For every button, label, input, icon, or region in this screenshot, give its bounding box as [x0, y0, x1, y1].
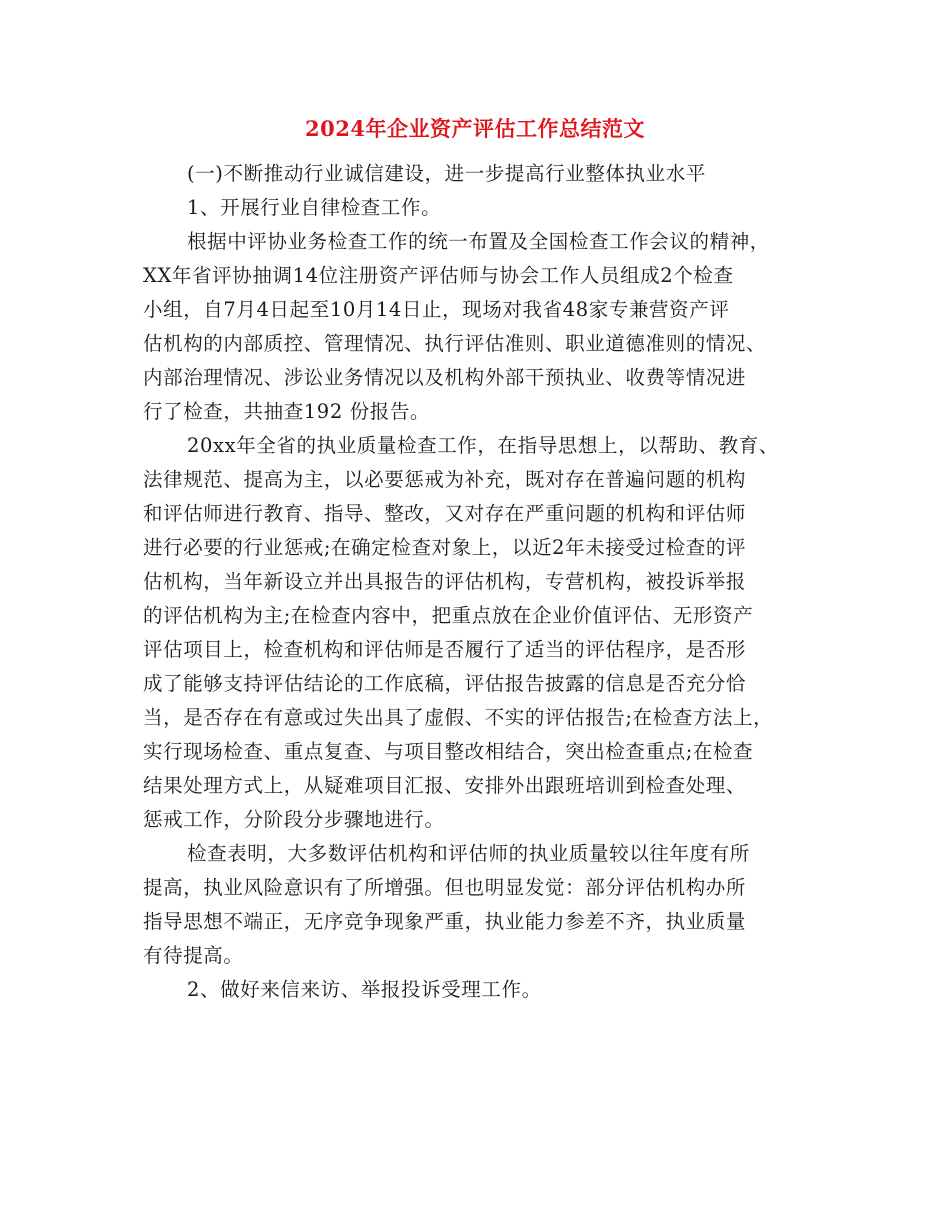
text-line: 提高，执业风险意识有了所增强。但也明显发觉：部分评估机构办所: [143, 876, 747, 899]
text-line: 行了检查，共抽查192 份报告。: [143, 400, 431, 423]
text-line: 的评估机构为主;在检查内容中，把重点放在企业价值评估、无形资产: [143, 604, 754, 627]
text-line: 根据中评协业务检查工作的统一布置及全国检查工作会议的精神，: [187, 230, 770, 253]
text-line: 评估项目上，检查机构和评估师是否履行了适当的评估程序，是否形: [143, 638, 747, 661]
text-line: 惩戒工作，分阶段分步骤地进行。: [143, 808, 445, 831]
text-line: 估机构，当年新设立并出具报告的评估机构，专营机构，被投诉举报: [143, 570, 747, 593]
text-line: 结果处理方式上，从疑难项目汇报、安排外出跟班培训到检查处理、: [143, 774, 747, 797]
text-line: 法律规范、提高为主，以必要惩戒为补充，既对存在普遍问题的机构: [143, 468, 747, 491]
text-line: 1、开展行业自律检查工作。: [187, 196, 442, 219]
paragraph: [143, 225, 815, 429]
document-body: [143, 157, 815, 1007]
text-line: XX年省评协抽调14位注册资产评估师与协会工作人员组成2个检查: [143, 264, 734, 287]
text-line: 当，是否存在有意或过失出具了虚假、不实的评估报告;在检查方法上，: [143, 706, 774, 729]
text-line: 和评估师进行教育、指导、整改，又对存在严重问题的机构和评估师: [143, 502, 747, 525]
text-line: 小组，自7月4日起至10月14日止，现场对我省48家专兼营资产评: [143, 298, 730, 321]
document-title: 2024年企业资产评估工作总结范文: [305, 116, 645, 141]
paragraph-item-heading: [143, 191, 815, 225]
paragraph: [143, 429, 815, 837]
text-line: 2、做好来信来访、举报投诉受理工作。: [187, 978, 542, 1001]
text-line: 内部治理情况、涉讼业务情况以及机构外部干预执业、收费等情况进: [143, 366, 747, 389]
text-line: 有待提高。: [143, 944, 244, 967]
text-line: 进行必要的行业惩戒;在确定检查对象上，以近2年未接受过检查的评: [143, 536, 747, 559]
paragraph-section-heading: [143, 157, 815, 191]
paragraph-item-heading: [143, 973, 815, 1007]
text-line: 检查表明，大多数评估机构和评估师的执业质量较以往年度有所: [187, 842, 750, 865]
text-line: 成了能够支持评估结论的工作底稿，评估报告披露的信息是否充分恰: [143, 672, 747, 695]
text-line: 实行现场检查、重点复查、与项目整改相结合，突出检查重点;在检查: [143, 740, 754, 763]
paragraph: [143, 837, 815, 973]
text-line: 指导思想不端正，无序竞争现象严重，执业能力参差不齐，执业质量: [143, 910, 747, 933]
text-line: (一)不断推动行业诚信建设，进一步提高行业整体执业水平: [187, 162, 706, 185]
text-line: 20xx年全省的执业质量检查工作，在指导思想上，以帮助、教育、: [187, 434, 779, 457]
text-line: 估机构的内部质控、管理情况、执行评估准则、职业道德准则的情况、: [143, 332, 767, 355]
